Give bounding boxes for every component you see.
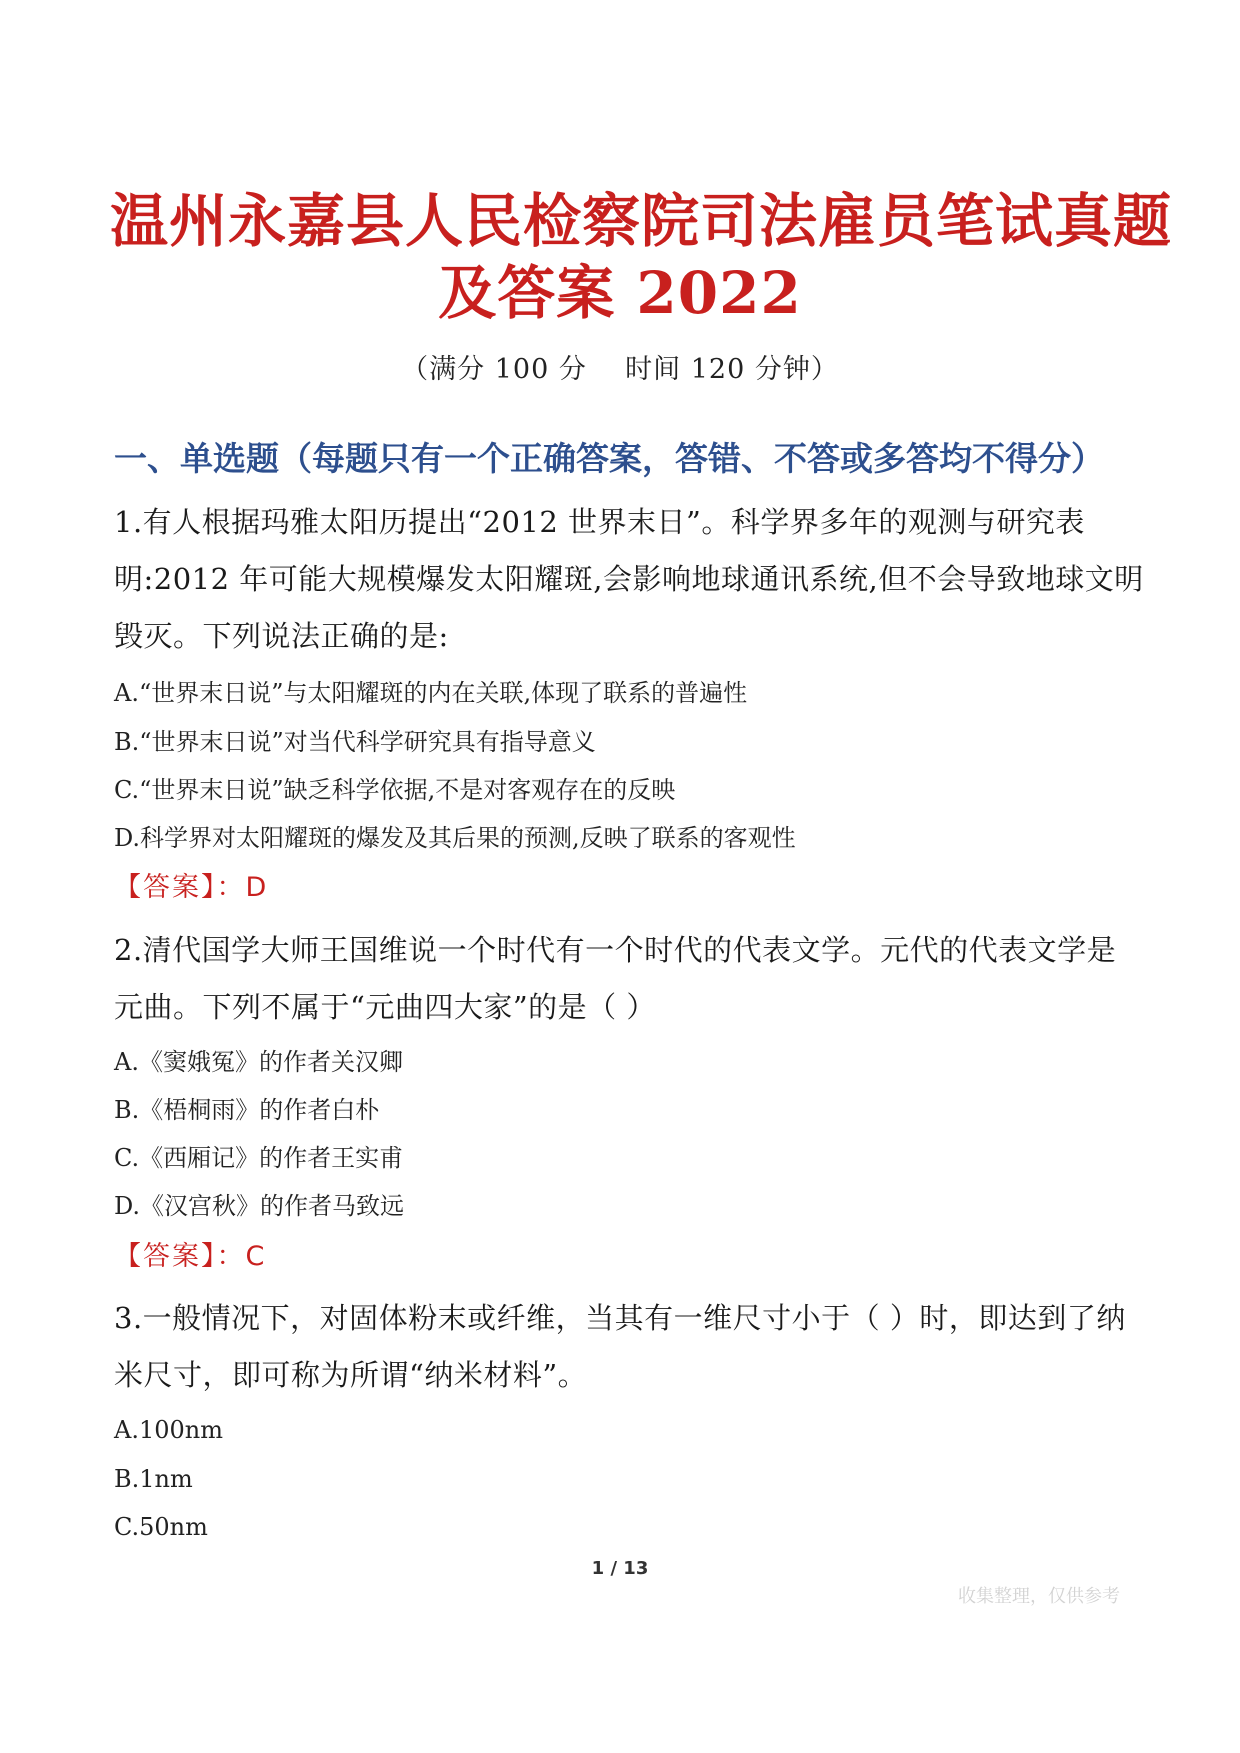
question-3-option-b: B.1nm	[114, 1465, 193, 1493]
question-1-answer: 【答案】：D	[114, 872, 269, 903]
question-1-option-a: A.“世界末日说”与太阳耀斑的内在关联,体现了联系的普遍性	[114, 679, 748, 707]
question-2-option-c: C.《西厢记》的作者王实甫	[114, 1144, 404, 1172]
question-stem-line: 2.清代国学大师王国维说一个时代有一个时代的代表文学。元代的代表文学是	[114, 933, 1117, 967]
question-stem-line: 元曲。下列不属于“元曲四大家”的是（ ）	[114, 990, 656, 1024]
question-1-option-b: B.“世界末日说”对当代科学研究具有指导意义	[114, 728, 596, 756]
document-title	[110, 185, 1173, 329]
question-stem-line: 米尺寸，即可称为所谓“纳米材料”。	[114, 1358, 588, 1392]
watermark-text: 收集整理，仅供参考	[958, 1586, 1120, 1607]
question-2-option-a: A.《窦娥冤》的作者关汉卿	[114, 1048, 403, 1076]
question-1-option-c: C.“世界末日说”缺乏科学依据,不是对客观存在的反映	[114, 776, 676, 804]
question-2-stem	[114, 922, 1130, 1036]
page-number: 1 / 13	[591, 1558, 649, 1579]
title-line-1: 温州永嘉县人民检察院司法雇员笔试真题	[110, 187, 1173, 255]
question-3-option-a: A.100nm	[114, 1416, 223, 1444]
question-1-stem	[114, 494, 1144, 665]
question-stem-line: 明:2012 年可能大规模爆发太阳耀斑,会影响地球通讯系统,但不会导致地球文明	[114, 562, 1144, 596]
section-heading: 一、单选题（每题只有一个正确答案，答错、不答或多答均不得分）	[114, 439, 1104, 478]
question-3-option-c: C.50nm	[114, 1513, 208, 1541]
question-2-option-b: B.《梧桐雨》的作者白朴	[114, 1096, 380, 1124]
question-2-option-d: D.《汉宫秋》的作者马致远	[114, 1192, 405, 1220]
title-line-2: 及答案 2022	[438, 259, 802, 327]
question-2-answer: 【答案】：C	[114, 1241, 267, 1272]
question-stem-line: 1.有人根据玛雅太阳历提出“2012 世界末日”。科学界多年的观测与研究表	[114, 505, 1085, 539]
question-1-option-d: D.科学界对太阳耀斑的爆发及其后果的预测,反映了联系的客观性	[114, 824, 796, 852]
question-stem-line: 3.一般情况下，对固体粉末或纤维，当其有一维尺寸小于（ ）时，即达到了纳	[114, 1301, 1126, 1335]
question-stem-line: 毁灭。下列说法正确的是:	[114, 619, 449, 653]
exam-info: （满分 100 分 时间 120 分钟）	[401, 354, 839, 385]
question-3-stem	[114, 1290, 1130, 1404]
